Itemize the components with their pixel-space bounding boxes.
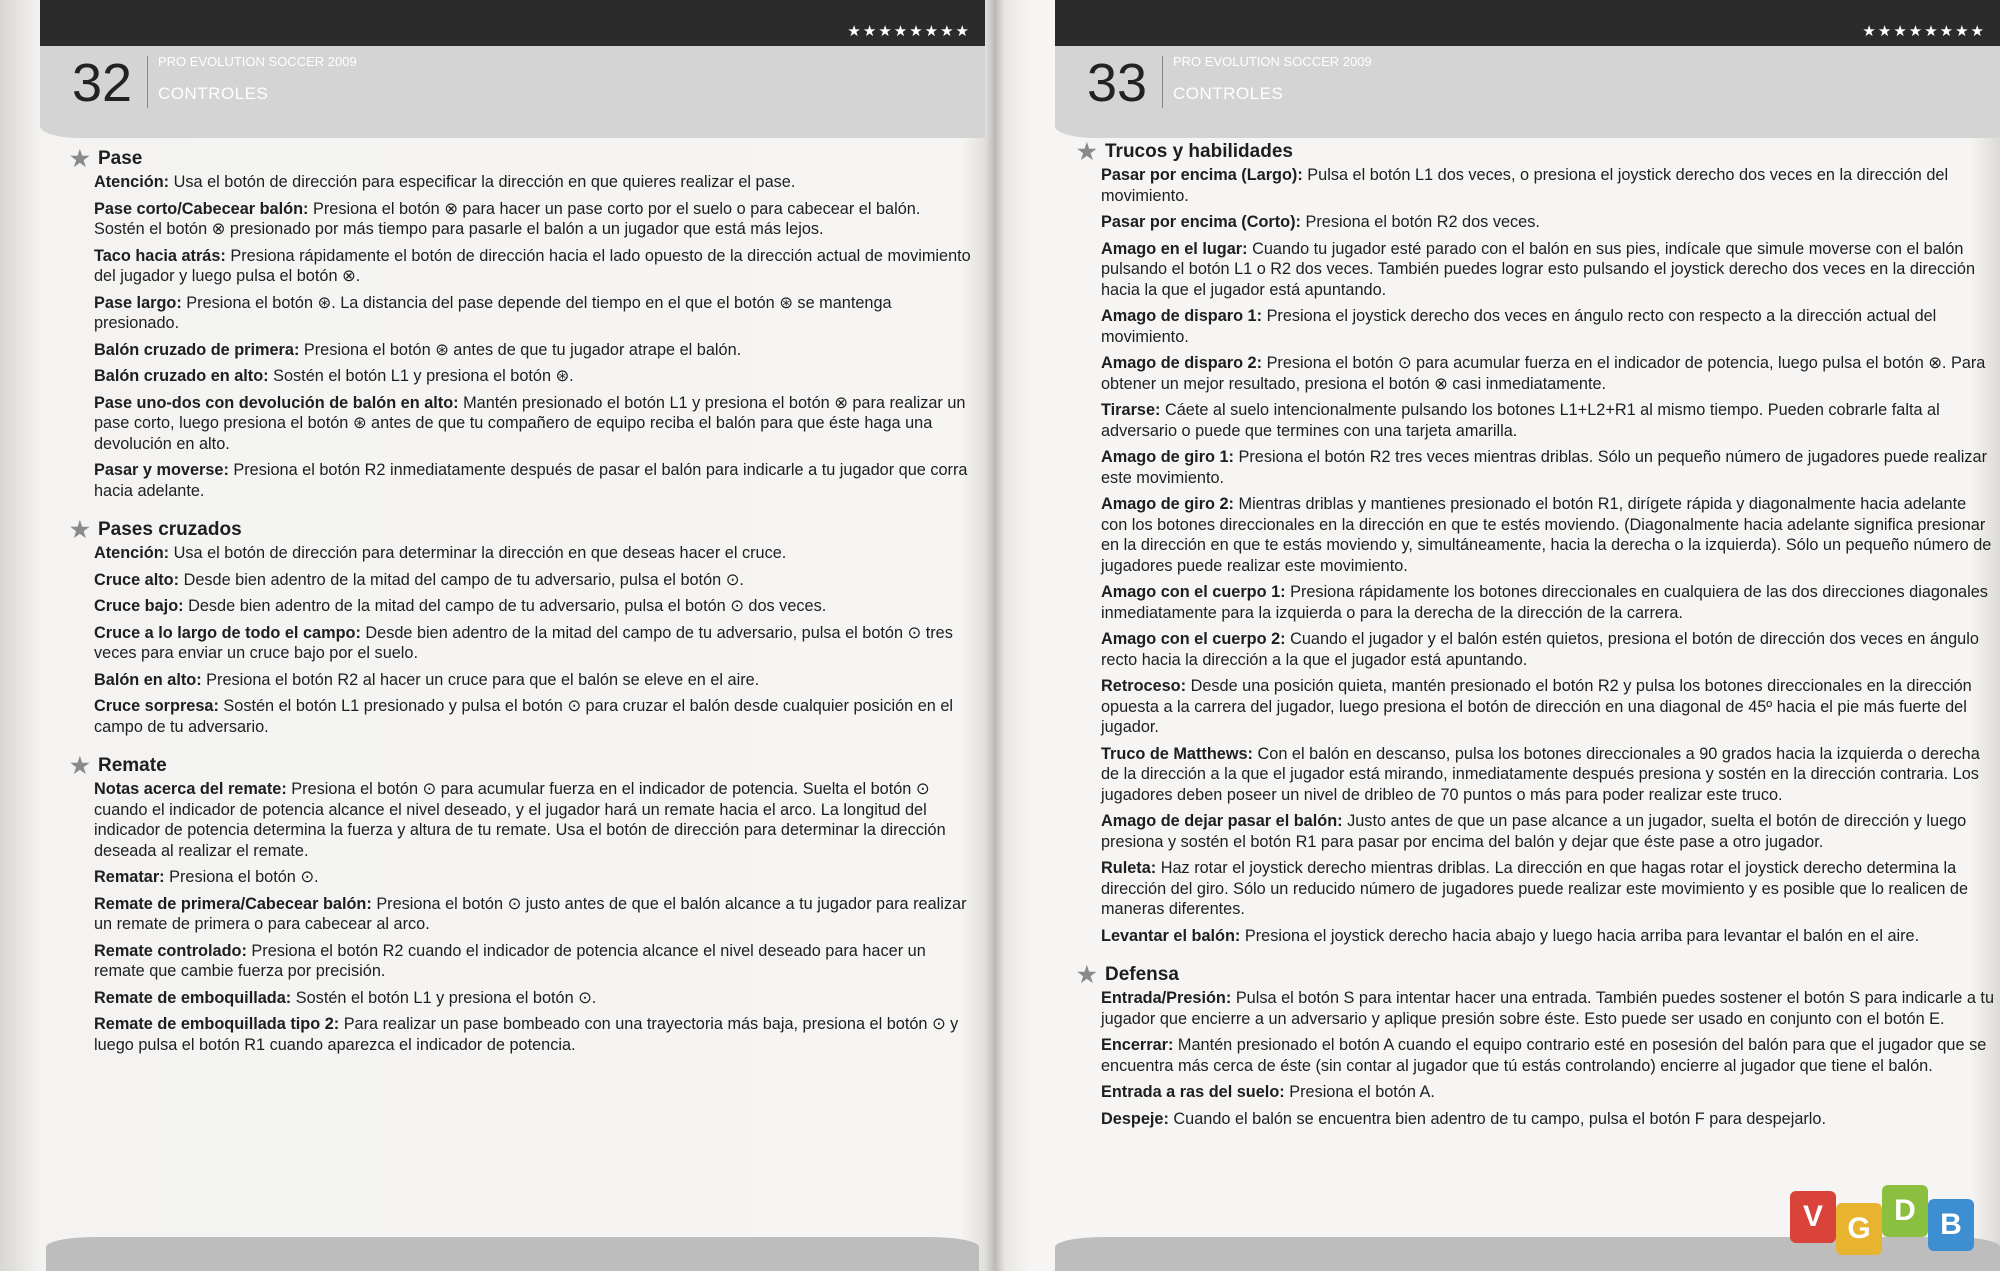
page-content xyxy=(68,148,975,1073)
control-term: Cruce alto: xyxy=(94,570,180,589)
logo-tile-g: G xyxy=(1836,1203,1882,1255)
control-description: Desde una posición quieta, mantén presionado el botón R2 y pulsa los botones direccionales en la dirección opuesta a la carrera del jugador, luego presiona el botón de dirección en una diagonal de 45º hacia el pie más fuerte del jugador. xyxy=(1101,677,1972,736)
section-title xyxy=(1075,141,1995,163)
control-entry xyxy=(1075,676,1995,738)
header-divider xyxy=(1162,56,1163,108)
control-entry xyxy=(68,366,975,387)
control-description: Usa el botón de dirección para determinar la dirección en que deseas hacer el cruce. xyxy=(169,544,787,562)
star-icon: ★ xyxy=(70,146,90,171)
control-description: Con el balón en descanso, pulsa los botones direccionales a 90 grados hacia la izquierda o derecha de la dirección a la que el jugador está mirando, inmediatamente después presiona y sostén en la dirección contraria. Los jugadores deben poseer un nivel de dribleo de 70 puntos o más para poder realizar este truco. xyxy=(1101,744,1980,804)
control-description: Mantén presionado el botón L1 y presiona el botón ⊗ para realizar un pase corto, luego presiona el botón ⊛ antes de que tu compañero de equipo reciba el balón para que éste haga una devolución en alto. xyxy=(94,393,966,453)
star-icon: ★ xyxy=(1077,962,1097,987)
control-term: Levantar el balón: xyxy=(1101,926,1241,945)
control-description: Presiona el botón R2 tres veces mientras driblas. Sólo un pequeño número de jugadores puede realizar este movimiento. xyxy=(1101,448,1987,487)
control-term: Truco de Matthews: xyxy=(1101,744,1253,763)
section-title-text: Defensa xyxy=(1105,964,1179,985)
header-divider xyxy=(147,56,148,108)
control-description: Presiona el botón ⊙ para acumular fuerza en el indicador de potencia, luego pulsa el botón ⊗. Para obtener un mejor resultado, presiona el botón ⊗ casi inmediatamente. xyxy=(1101,354,1986,393)
page-header xyxy=(1055,46,2000,138)
control-description: Desde bien adentro de la mitad del campo de tu adversario, pulsa el botón ⊙ dos veces. xyxy=(183,597,827,615)
control-entry xyxy=(1075,353,1995,394)
control-term: Pase largo: xyxy=(94,293,182,312)
control-description: Mantén presionado el botón A cuando el equipo contrario esté en posesión del balón para que el jugador que se encuentra más cerca de éste (sin contar al jugador que tú estás controlando) encierre al jugador que tiene el balón. xyxy=(1101,1036,1987,1075)
control-entry xyxy=(68,894,975,935)
control-description: Presiona rápidamente el botón de dirección hacia el lado opuesto de la dirección actual de movimiento del jugador y luego pulsa el botón ⊗. xyxy=(94,246,971,285)
control-entry xyxy=(68,867,975,888)
control-entry xyxy=(68,596,975,617)
star-icon: ★ xyxy=(70,753,90,778)
control-entry xyxy=(1075,400,1995,441)
control-entry xyxy=(68,988,975,1009)
page-number: 32 xyxy=(72,53,133,113)
page-content xyxy=(1075,141,1995,1147)
control-entry xyxy=(68,670,975,691)
control-term: Entrada a ras del suelo: xyxy=(1101,1083,1285,1101)
control-term: Despeje: xyxy=(1101,1109,1169,1128)
manual-section xyxy=(68,755,975,1055)
control-entry xyxy=(1075,582,1995,623)
control-entry xyxy=(68,543,975,564)
control-entry xyxy=(1075,494,1995,576)
section-title-text: Pases cruzados xyxy=(98,519,242,540)
section-heading: CONTROLES xyxy=(1173,84,1284,103)
control-entry xyxy=(1075,239,1995,301)
control-description: Presiona el botón ⊛. La distancia del pase depende del tiempo en el que el botón ⊛ se mantenga presionado. xyxy=(94,293,892,332)
manual-section xyxy=(68,519,975,737)
manual-section xyxy=(68,148,975,501)
control-description: Presiona el botón R2 al hacer un cruce para que el balón se eleve en el aire. xyxy=(201,670,760,689)
control-entry xyxy=(1075,926,1995,947)
control-term: Balón cruzado en alto: xyxy=(94,367,269,385)
stars-decoration: ★★★★★★★★ xyxy=(847,23,971,40)
game-title: PRO EVOLUTION SOCCER 2009 xyxy=(158,54,357,69)
control-term: Amago de dejar pasar el balón: xyxy=(1101,812,1343,830)
control-term: Remate de emboquillada tipo 2: xyxy=(94,1015,340,1033)
control-description: Presiona el botón ⊙ justo antes de que el balón alcance a tu jugador para realizar un remate de primera o para cabecear al arco. xyxy=(94,894,967,933)
control-description: Pulsa el botón S para intentar hacer una entrada. También puedes sostener el botón S para indicarle a tu jugador que encierre a un adversario y aplique presión sobre éste. Esto puede ser usado en conjunto con el botón E. xyxy=(1101,989,1995,1028)
control-entry xyxy=(68,340,975,361)
control-description: Cuando tu jugador esté parado con el balón en sus pies, indícale que simule moverse con el balón pulsando el botón L1 o R2 dos veces. También puedes lograr esto pulsando el joystick derecho dos veces en la dirección hacia la que el jugador está apuntando. xyxy=(1101,239,1976,299)
control-description: Presiona el botón R2 cuando el indicador de potencia alcance el nivel deseado para hacer un remate que cambie fuerza por precisión. xyxy=(94,941,926,980)
control-entry xyxy=(68,199,975,240)
control-description: Sostén el botón L1 presionado y pulsa el botón ⊙ para cruzar el balón desde cualquier posición en el campo de tu adversario. xyxy=(94,697,954,736)
control-term: Pase corto/Cabecear balón: xyxy=(94,199,309,218)
section-title xyxy=(1075,964,1995,986)
control-entry xyxy=(68,1014,975,1055)
control-term: Pasar por encima (Corto): xyxy=(1101,213,1301,231)
star-icon: ★ xyxy=(1077,139,1097,164)
control-description: Presiona el botón ⊗ para hacer un pase corto por el suelo o para cabecear el balón. Sostén el botón ⊗ presionado por más tiempo para pasarle el balón a un jugador que está más lejos. xyxy=(94,199,921,238)
control-term: Balón en alto: xyxy=(94,670,202,689)
control-description: Haz rotar el joystick derecho mientras driblas. La dirección en que hagas rotar el joystick derecho determina la dirección del giro. Sólo un reducido número de jugadores puede realizar este movimiento y es posible que lo realicen de maneras diferentes. xyxy=(1101,859,1969,918)
control-entry xyxy=(68,460,975,501)
control-description: Presiona el botón ⊛ antes de que tu jugador atrape el balón. xyxy=(299,340,742,359)
stars-decoration: ★★★★★★★★ xyxy=(1862,23,1986,40)
control-entry xyxy=(68,172,975,193)
control-description: Desde bien adentro de la mitad del campo de tu adversario, pulsa el botón ⊙ tres veces para enviar un cruce bajo por el suelo. xyxy=(94,623,953,662)
control-term: Amago en el lugar: xyxy=(1101,239,1248,258)
control-entry xyxy=(68,246,975,287)
control-term: Cruce a lo largo de todo el campo: xyxy=(94,623,361,642)
control-entry xyxy=(68,696,975,737)
control-term: Encerrar: xyxy=(1101,1036,1174,1054)
control-term: Atención: xyxy=(94,173,170,191)
control-description: Presiona el joystick derecho hacia abajo y luego hacia arriba para levantar el balón en el aire. xyxy=(1240,926,1920,945)
control-description: Presiona el botón ⊙ para acumular fuerza en el indicador de potencia. Suelta el botón ⊙ cuando el indicador de potencia alcance el nivel deseado, y el jugador hará un remate hacia el arco. La longitud del indicador de potencia determina la fuerza y altura de tu remate. Usa el botón de dirección para determinar la dirección deseada al realizar el remate. xyxy=(94,780,946,860)
control-description: Presiona el joystick derecho dos veces en ángulo recto con respecto a la dirección actual del movimiento. xyxy=(1101,307,1937,346)
control-term: Remate de primera/Cabecear balón: xyxy=(94,894,372,913)
control-term: Amago con el cuerpo 2: xyxy=(1101,630,1286,648)
manual-section xyxy=(1075,964,1995,1129)
control-entry xyxy=(68,623,975,664)
star-icon: ★ xyxy=(70,517,90,542)
logo-tile-v: V xyxy=(1790,1191,1836,1243)
section-title xyxy=(68,755,975,777)
control-entry xyxy=(1075,212,1995,233)
top-bar xyxy=(40,0,985,46)
control-description: Presiona el botón R2 dos veces. xyxy=(1300,213,1540,231)
control-term: Ruleta: xyxy=(1101,859,1157,877)
page-number: 33 xyxy=(1087,53,1148,113)
control-description: Presiona rápidamente los botones direccionales en cualquiera de las dos direcciones diagonales inmediatamente para la izquierda o para la derecha de la dirección de la carrera. xyxy=(1101,583,1988,622)
section-title xyxy=(68,519,975,541)
control-term: Amago con el cuerpo 1: xyxy=(1101,583,1286,601)
control-entry xyxy=(68,293,975,334)
logo-tile-b: B xyxy=(1928,1199,1974,1251)
control-description: Sostén el botón L1 y presiona el botón ⊙. xyxy=(291,988,597,1007)
control-description: Desde bien adentro de la mitad del campo de tu adversario, pulsa el botón ⊙. xyxy=(179,570,744,589)
control-term: Remate controlado: xyxy=(94,941,247,960)
top-bar xyxy=(1055,0,2000,46)
game-title: PRO EVOLUTION SOCCER 2009 xyxy=(1173,54,1372,69)
control-entry xyxy=(1075,1109,1995,1130)
bottom-bar xyxy=(46,1237,979,1271)
control-description: Cáete al suelo intencionalmente pulsando los botones L1+L2+R1 al mismo tiempo. Pueden cobrarle falta al adversario o puede que termines con una tarjeta amarilla. xyxy=(1101,401,1940,440)
control-description: Presiona el botón R2 inmediatamente después de pasar el balón para indicarle a tu jugador que corra hacia adelante. xyxy=(94,461,968,500)
control-term: Amago de giro 2: xyxy=(1101,495,1234,513)
section-title xyxy=(68,148,975,170)
control-entry xyxy=(1075,811,1995,852)
control-entry xyxy=(1075,165,1995,206)
control-description: Para realizar un pase bombeado con una trayectoria más baja, presiona el botón ⊙ y luego pulsa el botón R1 cuando aparezca el indicador de potencia. xyxy=(94,1015,959,1054)
left-page xyxy=(40,0,985,1271)
control-term: Amago de disparo 1: xyxy=(1101,307,1263,325)
control-term: Rematar: xyxy=(94,868,165,886)
control-entry xyxy=(68,570,975,591)
page-header xyxy=(40,46,985,138)
control-term: Cruce bajo: xyxy=(94,597,184,615)
control-term: Taco hacia atrás: xyxy=(94,246,226,265)
control-entry xyxy=(68,393,975,455)
section-title-text: Trucos y habilidades xyxy=(1105,141,1293,162)
control-description: Cuando el balón se encuentra bien adentro de tu campo, pulsa el botón F para despejarlo. xyxy=(1168,1109,1826,1128)
control-entry xyxy=(68,779,975,861)
control-term: Cruce sorpresa: xyxy=(94,697,219,715)
logo-tile-d: D xyxy=(1882,1185,1928,1237)
control-entry xyxy=(1075,1082,1995,1103)
control-term: Balón cruzado de primera: xyxy=(94,340,300,359)
control-term: Notas acerca del remate: xyxy=(94,780,287,798)
control-term: Tirarse: xyxy=(1101,401,1161,419)
control-term: Entrada/Presión: xyxy=(1101,989,1232,1007)
control-description: Mientras driblas y mantienes presionado el botón R1, dirígete rápida y diagonalmente hacia adelante con los botones direccionales en la dirección en que te estés moviendo. (Diagonalmente hacia adelante significa presionar en la dirección en que te estás moviendo y, simultáneamente, hacia la derecha o la izquierda). Sólo un pequeño número de jugadores puede realizar este movimiento. xyxy=(1101,495,1992,575)
control-term: Pasar y moverse: xyxy=(94,461,229,479)
control-term: Pasar por encima (Largo): xyxy=(1101,166,1303,184)
control-entry xyxy=(1075,1035,1995,1076)
section-title-text: Remate xyxy=(98,755,167,776)
section-heading: CONTROLES xyxy=(158,84,269,103)
section-title-text: Pase xyxy=(98,148,143,169)
control-description: Presiona el botón A. xyxy=(1284,1083,1435,1101)
control-term: Amago de giro 1: xyxy=(1101,448,1234,466)
manual-section xyxy=(1075,141,1995,946)
control-description: Justo antes de que un pase alcance a un jugador, suelta el botón de dirección y luego presiona y sostén el botón R1 para pasar por encima del balón y dejar que éste pase a otro jugador. xyxy=(1101,812,1967,851)
control-entry xyxy=(68,941,975,982)
control-term: Atención: xyxy=(94,544,170,562)
control-entry xyxy=(1075,447,1995,488)
control-term: Remate de emboquillada: xyxy=(94,988,292,1007)
control-entry xyxy=(1075,306,1995,347)
control-description: Sostén el botón L1 y presiona el botón ⊛. xyxy=(268,367,574,385)
control-entry xyxy=(1075,744,1995,806)
control-entry xyxy=(1075,988,1995,1029)
control-term: Amago de disparo 2: xyxy=(1101,354,1263,372)
control-description: Cuando el jugador y el balón estén quietos, presiona el botón de dirección dos veces en ángulo recto hacia la dirección a la que el jugador está apuntando. xyxy=(1101,630,1979,669)
right-page xyxy=(1055,0,2000,1271)
control-description: Pulsa el botón L1 dos veces, o presiona el joystick derecho dos veces en la dirección del movimiento. xyxy=(1101,166,1949,205)
vgdb-logo xyxy=(1790,1181,1990,1261)
control-description: Usa el botón de dirección para especificar la dirección en que quieres realizar el pase. xyxy=(169,173,796,191)
control-entry xyxy=(1075,629,1995,670)
control-description: Presiona el botón ⊙. xyxy=(164,868,319,886)
control-entry xyxy=(1075,858,1995,920)
control-term: Retroceso: xyxy=(1101,677,1187,695)
control-term: Pase uno-dos con devolución de balón en alto: xyxy=(94,393,459,412)
